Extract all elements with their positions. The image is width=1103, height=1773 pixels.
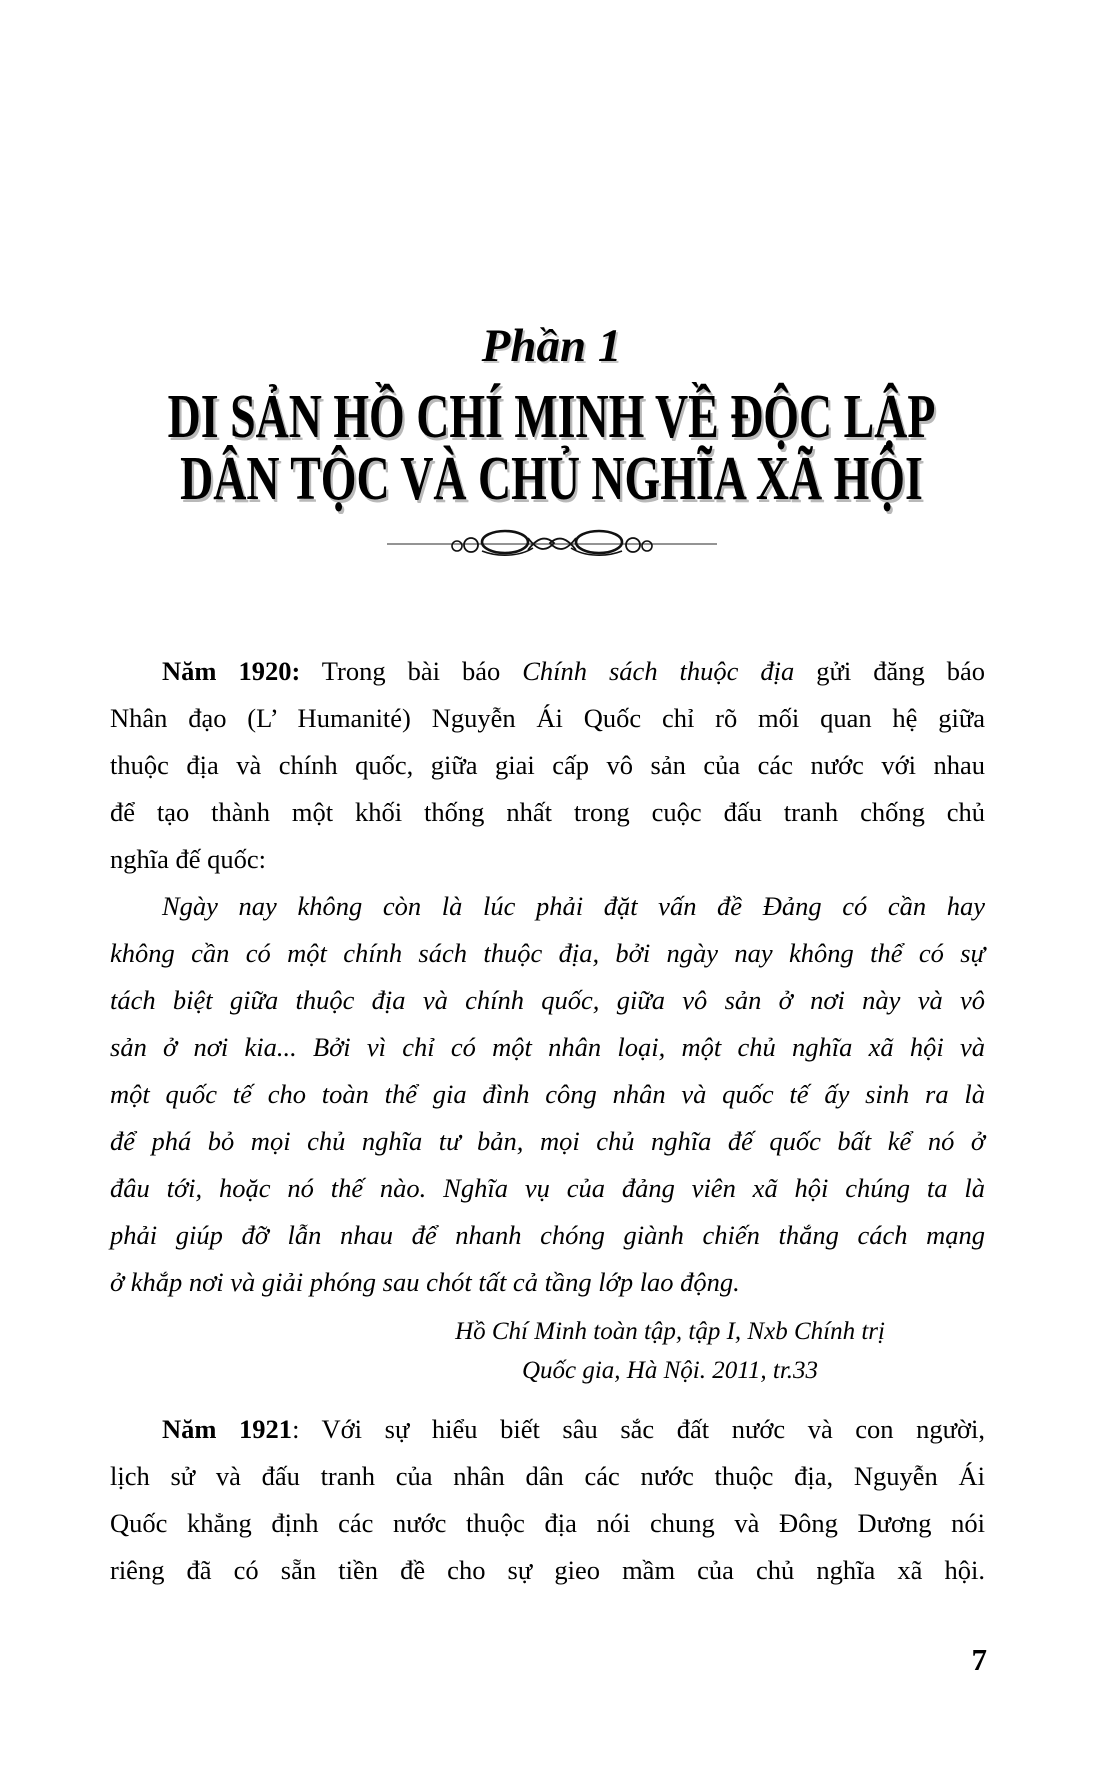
page-number: 7 bbox=[971, 1642, 987, 1677]
text-line bbox=[110, 1500, 985, 1547]
text-run: để tạo thành một khối thống nhất trong cuộc đấu tranh chống chủ bbox=[110, 797, 985, 827]
text-run: sản ở nơi kia... Bởi vì chỉ có một nhân loại, một chủ nghĩa xã hội và bbox=[110, 1032, 985, 1062]
quote-1920 bbox=[110, 883, 985, 1306]
text-run: để phá bỏ mọi chủ nghĩa tư bản, mọi chủ nghĩa đế quốc bất kể nó ở bbox=[110, 1126, 985, 1156]
paragraph-1920 bbox=[110, 648, 985, 883]
text-line bbox=[355, 1351, 985, 1390]
text-run: gửi đăng báo bbox=[794, 656, 985, 686]
text-line bbox=[110, 977, 985, 1024]
text-line bbox=[110, 930, 985, 977]
text-run: một quốc tế cho toàn thể gia đình công nhân và quốc tế ấy sinh ra là bbox=[110, 1079, 985, 1109]
title-section bbox=[0, 0, 1103, 560]
text-line bbox=[110, 742, 985, 789]
text-line bbox=[110, 1406, 985, 1453]
text-run: Quốc khẳng định các nước thuộc địa nói chung và Đông Dương nói bbox=[110, 1508, 985, 1538]
chapter-heading-line1: DI SẢN HỒ CHÍ MINH VỀ ĐỘC LẬP bbox=[167, 383, 936, 451]
text-run: đâu tới, hoặc nó thế nào. Nghĩa vụ của đảng viên xã hội chúng ta là bbox=[110, 1173, 985, 1203]
text-line bbox=[110, 1165, 985, 1212]
text-line bbox=[110, 1547, 985, 1594]
text-run: Chính sách thuộc địa bbox=[522, 656, 795, 686]
text-run: Nhân đạo (L’ Humanité) Nguyễn Ái Quốc chỉ rõ mối quan hệ giữa bbox=[110, 703, 985, 733]
text-run: Hồ Chí Minh toàn tập, tập I, Nxb Chính trị bbox=[455, 1318, 885, 1345]
text-line bbox=[355, 1312, 985, 1351]
chapter-heading-line2: DÂN TỘC VÀ CHỦ NGHĨA XÃ HỘI bbox=[180, 445, 923, 513]
text-line bbox=[110, 648, 985, 695]
text-run: thuộc địa và chính quốc, giữa giai cấp vô sản của các nước với nhau bbox=[110, 750, 985, 780]
text-line bbox=[110, 883, 985, 930]
text-line bbox=[110, 695, 985, 742]
text-line bbox=[110, 1453, 985, 1500]
text-run: nghĩa đế quốc: bbox=[110, 844, 267, 874]
text-run: Quốc gia, Hà Nội. 2011, tr.33 bbox=[521, 1357, 819, 1384]
divider-ornament-icon bbox=[0, 526, 1103, 560]
text-run: ở khắp nơi và giải phóng sau chót tất cả tầng lớp lao động. bbox=[110, 1267, 740, 1297]
text-run: Ngày nay không còn là lúc phải đặt vấn đề Đảng có cần hay bbox=[162, 891, 985, 921]
text-run: : Với sự hiểu biết sâu sắc đất nước và con người, bbox=[292, 1414, 986, 1444]
text-run: Năm 1920: bbox=[162, 656, 301, 686]
text-line bbox=[110, 1212, 985, 1259]
text-line bbox=[110, 789, 985, 836]
text-run: tách biệt giữa thuộc địa và chính quốc, giữa vô sản ở nơi này và vô bbox=[110, 985, 985, 1015]
citation-source bbox=[355, 1312, 985, 1390]
text-run: không cần có một chính sách thuộc địa, bởi ngày nay không thể có sự bbox=[110, 938, 985, 968]
paragraph-1921 bbox=[110, 1406, 985, 1594]
text-line bbox=[110, 1259, 985, 1306]
text-run: Năm 1921 bbox=[162, 1414, 293, 1444]
chapter-heading bbox=[0, 383, 1103, 513]
text-line bbox=[110, 1071, 985, 1118]
text-run: lịch sử và đấu tranh của nhân dân các nước thuộc địa, Nguyễn Ái bbox=[110, 1461, 985, 1491]
text-line bbox=[110, 1024, 985, 1071]
text-line bbox=[110, 1118, 985, 1165]
text-run: riêng đã có sẵn tiền đề cho sự gieo mầm của chủ nghĩa xã hội. bbox=[110, 1555, 985, 1585]
text-run: Trong bài báo bbox=[300, 656, 523, 686]
text-line bbox=[110, 836, 985, 883]
text-run: phải giúp đỡ lẫn nhau để nhanh chóng giành chiến thắng cách mạng bbox=[110, 1220, 985, 1250]
part-label: Phần 1 bbox=[481, 320, 622, 372]
content bbox=[0, 648, 1103, 1594]
